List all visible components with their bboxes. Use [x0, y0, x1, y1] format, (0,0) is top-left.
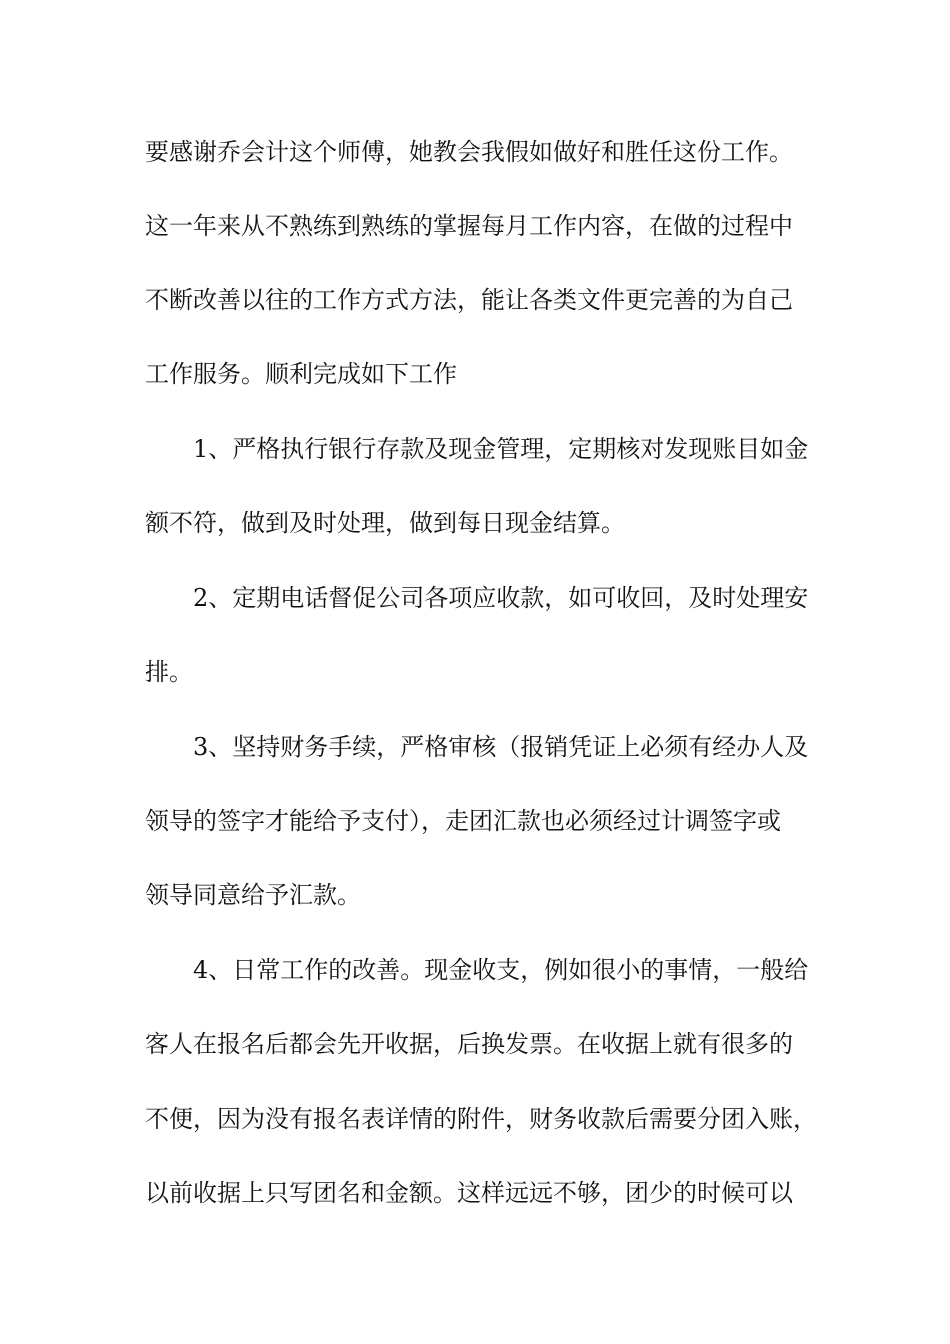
text-line: 不断改善以往的工作方式方法，能让各类文件更完善的为自己 [145, 286, 793, 314]
text-line: 这一年来从不熟练到熟练的掌握每月工作内容，在做的过程中 [145, 212, 793, 240]
text-line: 2、定期电话督促公司各项应收款，如可收回，及时处理安 [193, 584, 809, 612]
text-line: 1、严格执行银行存款及现金管理，定期核对发现账目如金 [193, 435, 809, 463]
text-line: 客人在报名后都会先开收据，后换发票。在收据上就有很多的 [145, 1030, 793, 1058]
text-line: 以前收据上只写团名和金额。这样远远不够，团少的时候可以 [145, 1179, 793, 1207]
text-line: 工作服务。顺利完成如下工作 [145, 360, 457, 388]
text-line: 领导同意给予汇款。 [145, 881, 361, 909]
text-line: 不便，因为没有报名表详情的附件，财务收款后需要分团入账， [145, 1105, 817, 1133]
text-line: 排。 [145, 658, 193, 686]
text-line: 要感谢乔会计这个师傅，她教会我假如做好和胜任这份工作。 [145, 138, 793, 166]
text-line: 额不符，做到及时处理，做到每日现金结算。 [145, 509, 625, 537]
text-line: 领导的签字才能给予支付），走团汇款也必须经过计调签字或 [145, 807, 781, 835]
text-line: 3、坚持财务手续，严格审核（报销凭证上必须有经办人及 [193, 733, 809, 761]
text-line: 4、日常工作的改善。现金收支，例如很小的事情，一般给 [193, 956, 809, 984]
